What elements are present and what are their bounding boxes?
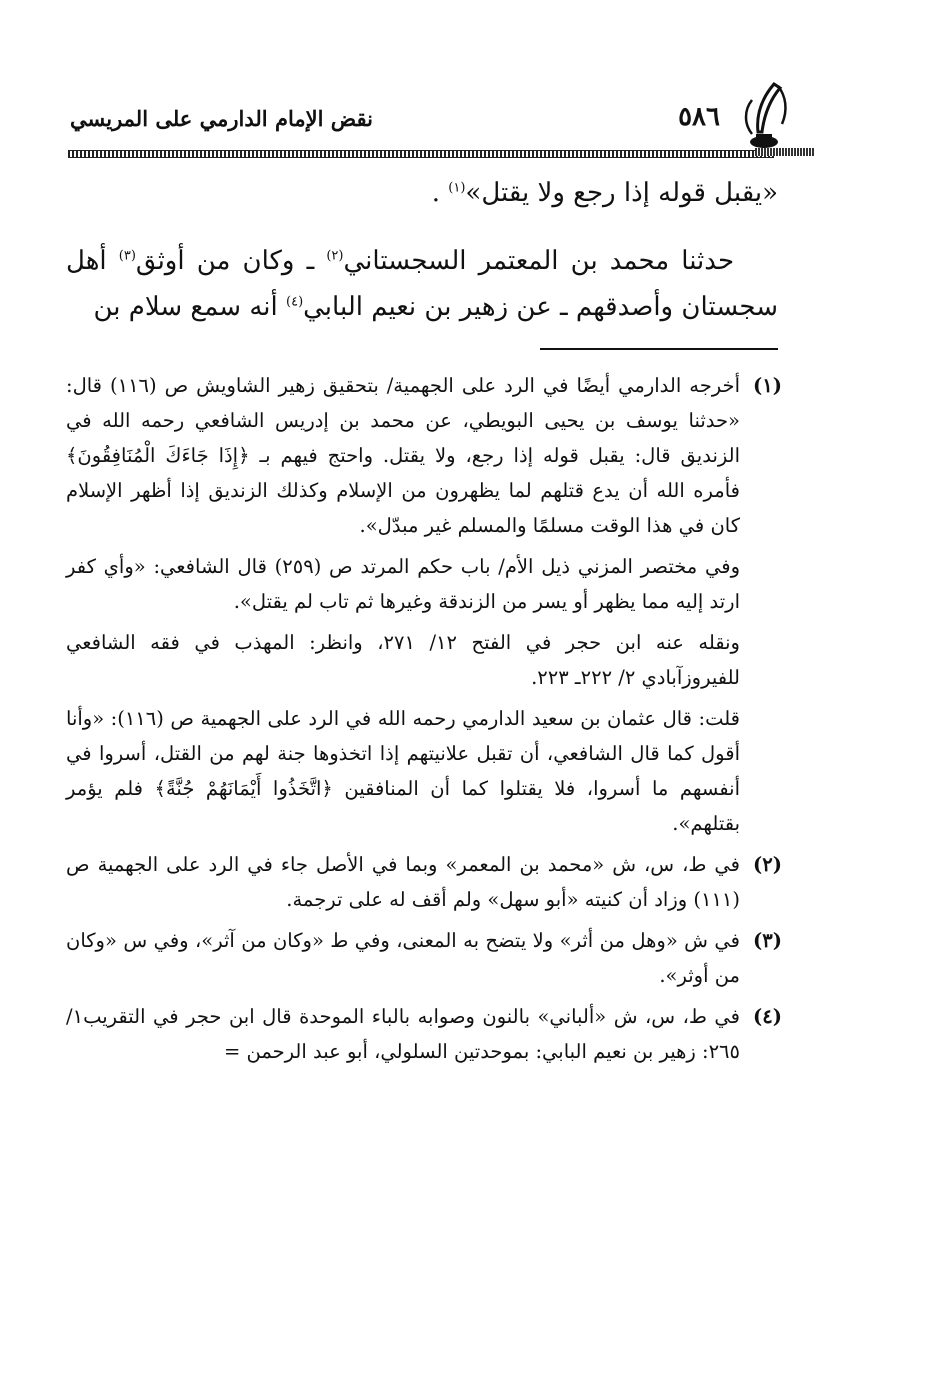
footnote-paragraph: وفي مختصر المزني ذيل الأم/ باب حكم المرتد ص (٢٥٩) قال الشافعي: «وأي كفر ارتد إليه مما يظهر أو يسر من الزندقة وغيرها ثم تاب لم يقتل».: [66, 555, 741, 613]
header-divider-ornament: [755, 148, 815, 156]
footnote-paragraph: قلت: قال عثمان بن سعيد الدارمي رحمه الله في الرد على الجهمية ص (١١٦): «وأنا أقول كما قال الشافعي، أن تقبل علانيتهم إذا اتخذوها جنة لهم من القتل، أسروا في أنفسهم ما أسروا، فلا يقتلوا كما أن المنافقين ﴿اتَّخَذُوا أَيْمَانَهُمْ جُنَّةً﴾ فلم يؤمر بقتلهم».: [66, 707, 740, 835]
footnote-1: [66, 368, 782, 847]
footnote-paragraph: في ط، س، ش «محمد بن المعمر» وبما في الأصل جاء في الرد على الجهمية ص (١١١) وزاد أن كنيته «أبو سهل» ولم أقف له على ترجمة.: [66, 853, 740, 911]
footnote-paragraph: في ش «وهل من أثر» ولا يتضح به المعنى، وفي ط «وكان من آثر»، وفي س «وكان من أوثر».: [66, 929, 740, 987]
footnote-number: (٢): [753, 853, 782, 876]
quill-inkwell-icon: [734, 80, 798, 152]
main-text: [66, 170, 778, 330]
footnote-3: [66, 923, 782, 999]
footnote-paragraph: في ط، س، ش «ألباني» بالنون وصوابه بالباء الموحدة قال ابن حجر في التقريب١/ ٢٦٥: زهير بن نعيم البابي: بموحدتين السلولي، أبو عبد الرحمن =: [66, 1005, 740, 1063]
footnote-separator: [540, 348, 778, 350]
quote-paragraph: «يقبل قوله إذا رجع ولا يقتل»$^{(١)}$ .: [431, 178, 778, 208]
footnotes: [66, 368, 782, 1075]
footnote-number: (٣): [753, 929, 782, 952]
header-divider: [68, 150, 774, 158]
page-number: ٥٨٦: [678, 102, 720, 132]
running-header: [60, 88, 780, 158]
footnote-number: (١): [753, 374, 782, 397]
footnote-ref: (٣): [118, 248, 136, 264]
footnote-2: [66, 847, 782, 923]
footnote-paragraph: أخرجه الدارمي أيضًا في الرد على الجهمية/ بتحقيق زهير الشاويش ص (١١٦) قال: «حدثنا يوسف بن يحيى البويطي، عن محمد بن إدريس الشافعي رحمه الله في الزنديق قال: يقبل قوله إذا رجع، ولا يقتل. واحتج فيهم بـ ﴿إِذَا جَاءَكَ الْمُنَافِقُونَ﴾ فأمره الله أن يدع قتلهم لما يظهرون من الإسلام وكذلك الزنديق إذا أظهر الإسلام كان في هذا الوقت مسلمًا والمسلم غير مبدّل».: [66, 374, 740, 537]
footnote-ref: (١): [448, 180, 466, 196]
narration-paragraph: حدثنا محمد بن المعتمر السجستاني$^{(٢)}$ ـ وكان من أوثق$^{(٣)}$ أهل سجستان وأصدقهم ـ عن زهير بن نعيم البابي$^{(٤)}$ أنه سمع سلام بن: [66, 246, 778, 322]
book-title: نقض الإمام الدارمي على المريسي: [70, 106, 373, 131]
footnote-number: (٤): [753, 1005, 782, 1028]
footnote-ref: (٤): [286, 294, 304, 310]
footnote-paragraph: ونقله عنه ابن حجر في الفتح ١٢/ ٢٧١، وانظر: المهذب في فقه الشافعي للفيروزآبادي ٢/ ٢٢٢ـ ٢٢٣.: [66, 631, 740, 689]
footnote-4: [66, 999, 782, 1075]
quote-text: «يقبل قوله إذا رجع ولا يقتل»: [465, 178, 778, 208]
footnote-ref: (٢): [326, 248, 344, 264]
